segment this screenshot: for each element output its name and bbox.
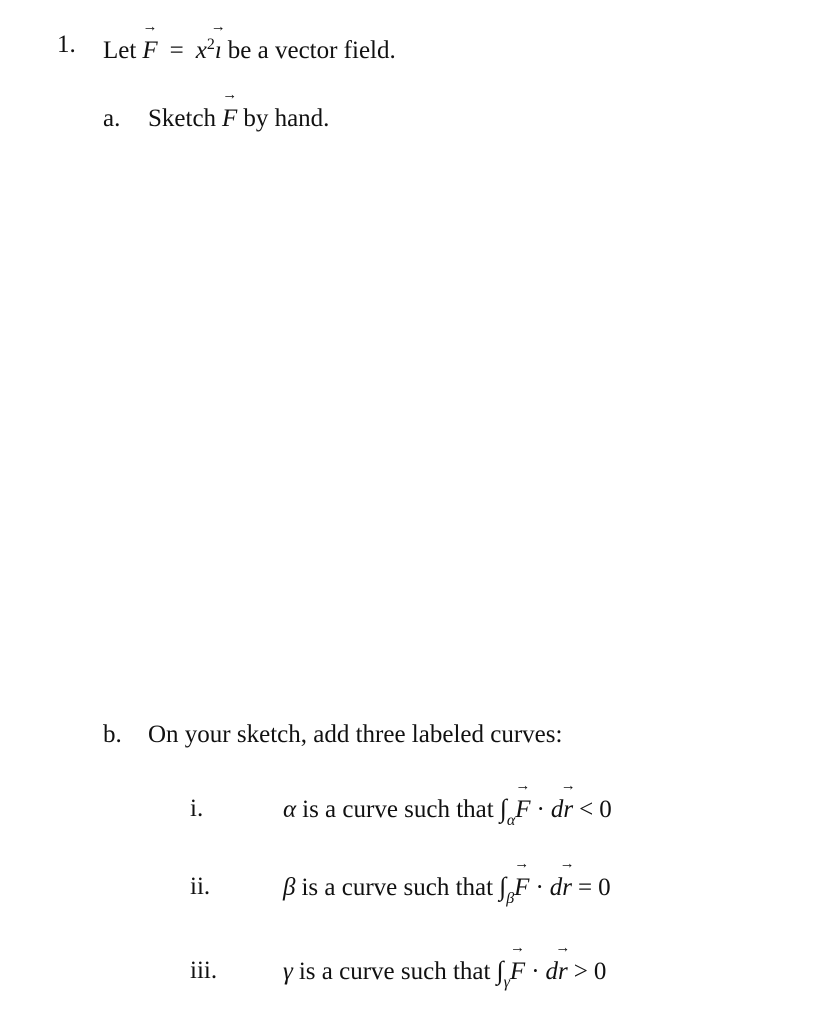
expr-variable: x (195, 37, 207, 64)
curve-iii-condition (283, 956, 606, 998)
question-lead: Let (103, 37, 137, 64)
part-b-text: On your sketch, add three labeled curves: (148, 721, 563, 748)
position-vector: r → (558, 957, 568, 987)
relation-value: 0 (599, 796, 612, 823)
dot-operator: · (536, 796, 545, 823)
field-vector: F → (514, 873, 529, 903)
curve-i-condition (283, 794, 612, 836)
curve-ii-label: ii. (190, 873, 211, 900)
question-statement (103, 30, 396, 66)
position-vector: r → (562, 873, 572, 903)
dot-operator: · (535, 874, 544, 901)
vector-field-symbol: F → (142, 36, 157, 66)
curve-description: is a curve such that (302, 796, 494, 823)
part-a-text (148, 104, 329, 134)
unit-vector-i: ı → (215, 36, 222, 66)
relation-sign: = (578, 874, 593, 901)
differential-d: d (545, 958, 559, 985)
field-vector: F → (510, 957, 525, 987)
position-vector: r → (563, 795, 573, 825)
relation-sign: > (573, 958, 588, 985)
question-tail: be a vector field. (227, 37, 396, 64)
equals-sign: = (169, 37, 184, 64)
integral-subscript: α (506, 812, 516, 829)
curve-description: is a curve such that (298, 958, 491, 985)
curve-symbol: γ (283, 958, 293, 985)
field-vector: F → (515, 795, 530, 825)
curve-i-label: i. (190, 795, 204, 822)
part-a-before: Sketch (148, 105, 217, 132)
expr-power: 2 (206, 36, 215, 53)
relation-value: 0 (593, 958, 607, 985)
relation-value: 0 (598, 874, 611, 901)
curve-description: is a curve such that (301, 874, 494, 901)
part-a-field-symbol: F → (222, 104, 237, 134)
differential-d: d (550, 796, 564, 823)
curve-ii-condition (283, 872, 611, 914)
relation-sign: < (579, 796, 594, 823)
curve-symbol: α (283, 796, 297, 823)
integral-sign: ∫ (496, 956, 504, 985)
dot-operator: · (531, 958, 540, 985)
curve-symbol: β (283, 874, 296, 901)
question-number: 1. (57, 31, 76, 58)
differential-d: d (549, 874, 563, 901)
integral-subscript: γ (503, 974, 510, 991)
part-a-label: a. (103, 105, 121, 132)
curve-iii-label: iii. (190, 957, 218, 984)
part-a-after: by hand. (243, 105, 330, 132)
integral-sign: ∫ (499, 794, 507, 823)
part-b-label: b. (103, 721, 122, 748)
integral-sign: ∫ (499, 872, 507, 901)
integral-subscript: β (506, 890, 515, 907)
